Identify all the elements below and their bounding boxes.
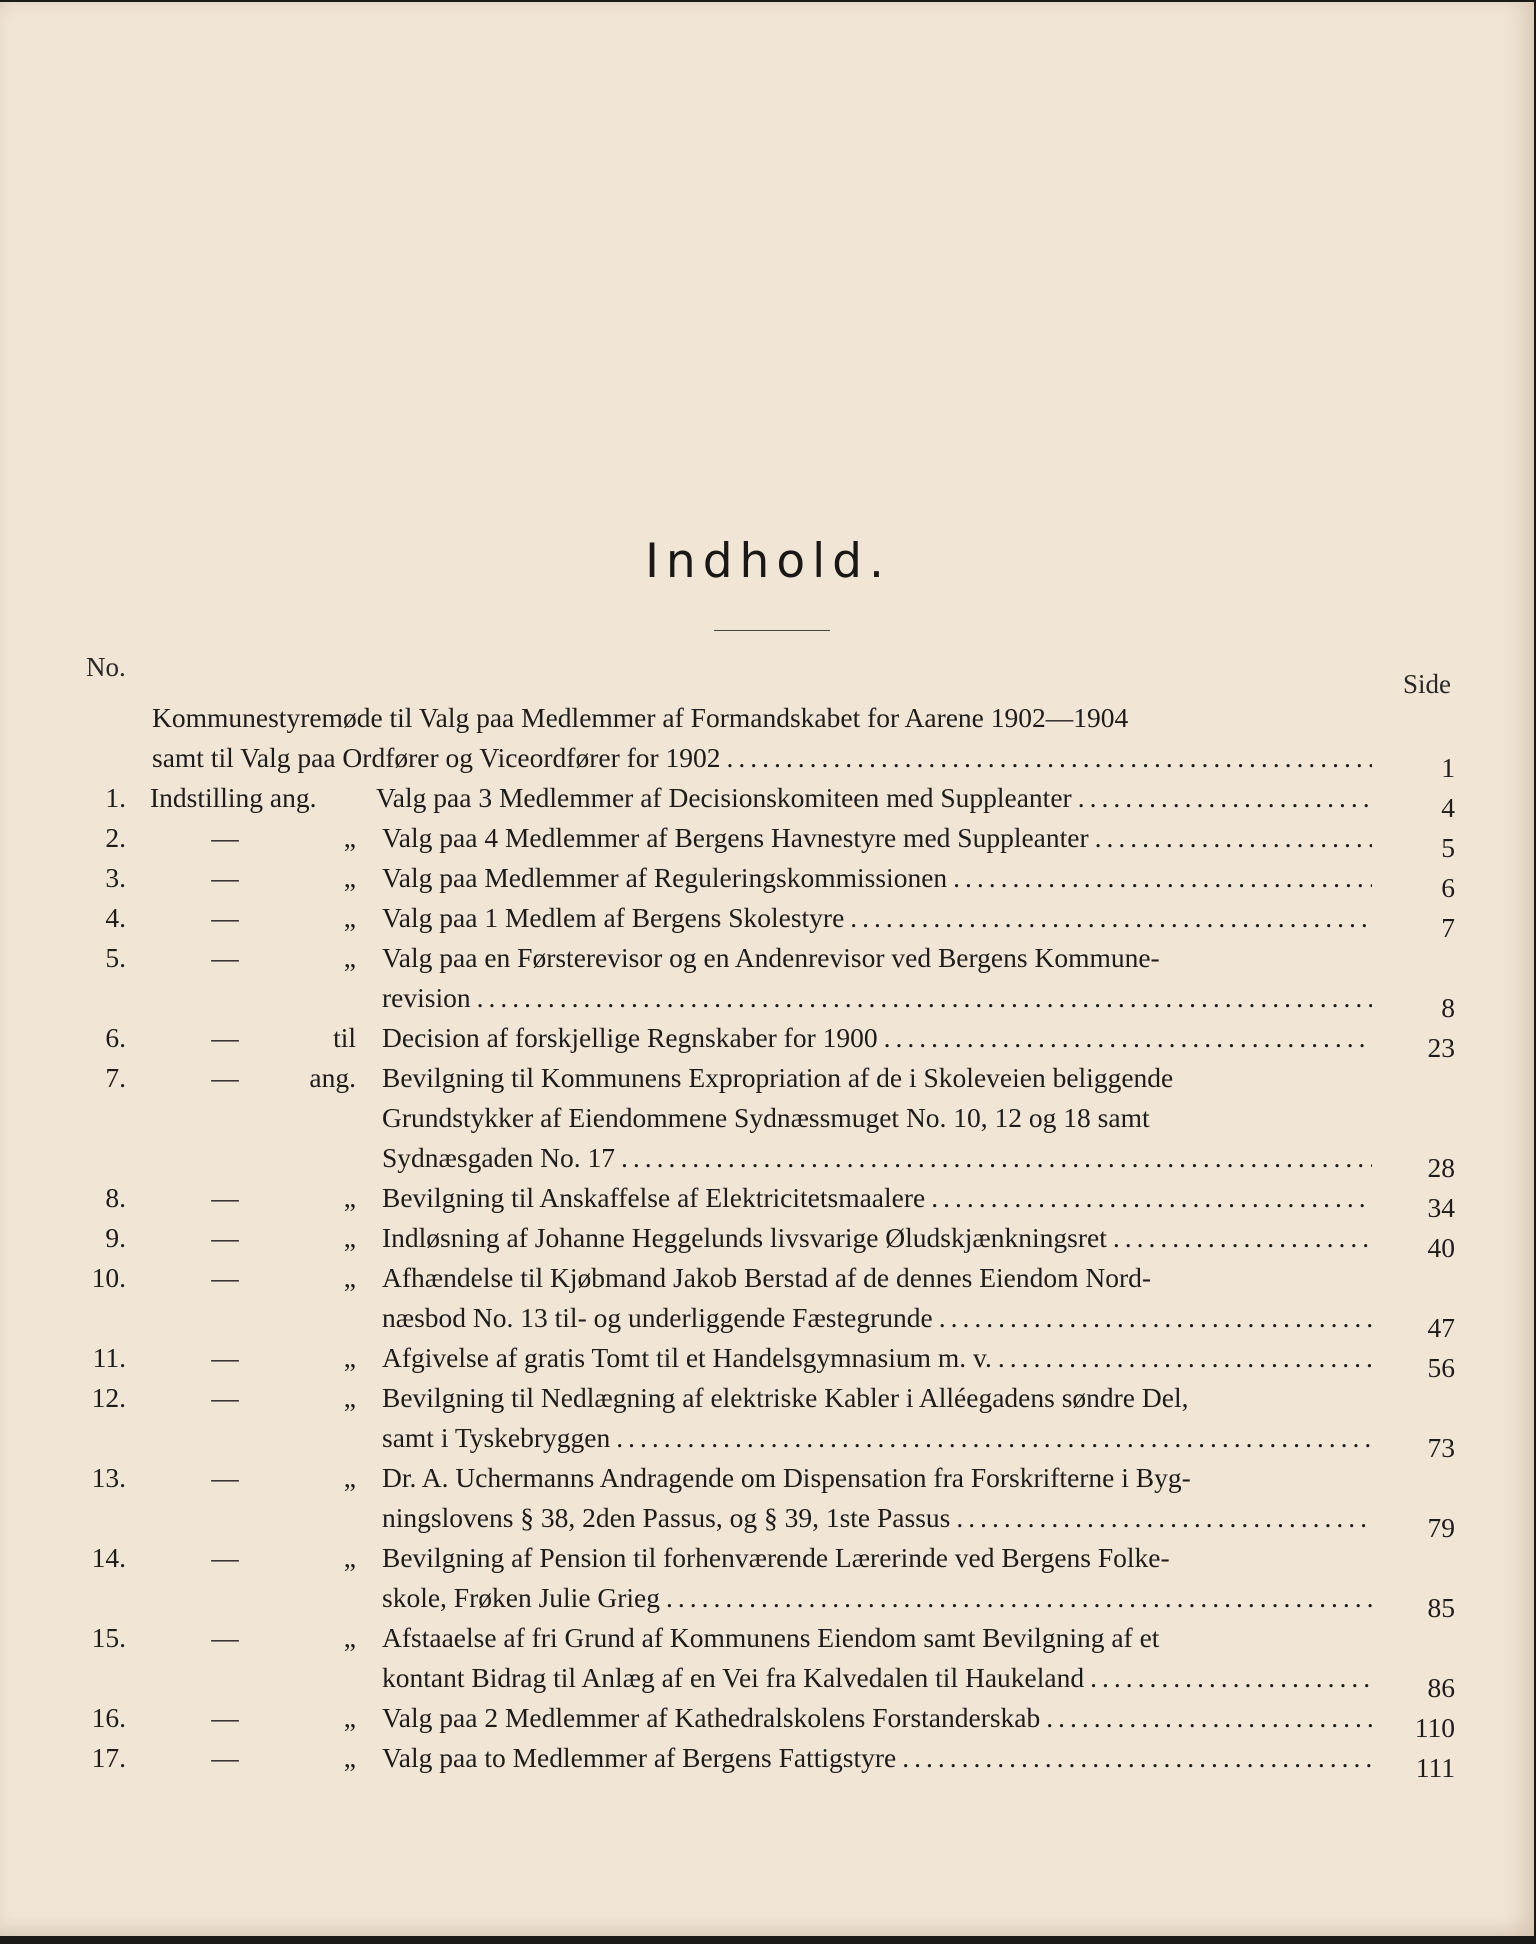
entry-page-number: 110 xyxy=(1414,1712,1455,1743)
dot-leader xyxy=(998,1338,1372,1378)
dot-leader xyxy=(666,1578,1372,1618)
entry-text xyxy=(382,1698,1372,1738)
entry-text-content: Afstaaelse af fri Grund af Kommunens Eiendom samt Bevilgning af et xyxy=(382,1622,1160,1653)
entry-text xyxy=(382,1418,1372,1458)
entry-text xyxy=(382,818,1372,858)
entry-ditto-dash: — xyxy=(211,862,239,893)
entry-text-content: Valg paa en Førsterevisor og en Andenrevisor ved Bergens Kommune- xyxy=(382,942,1160,973)
entry-ditto-dash: — xyxy=(211,1622,239,1653)
entry-text-content: Afgivelse af gratis Tomt til et Handelsgymnasium m. v. xyxy=(382,1342,992,1373)
toc-line xyxy=(0,1098,1536,1138)
entry-ditto-dash: — xyxy=(211,1542,239,1573)
entry-text-content: Dr. A. Uchermanns Andragende om Dispensation fra Forskrifterne i Byg- xyxy=(382,1462,1191,1493)
entry-text xyxy=(382,858,1372,898)
toc-entry xyxy=(0,1338,1536,1383)
entry-ditto-dash: — xyxy=(211,1382,239,1413)
entry-ditto-dash: — xyxy=(211,1022,239,1053)
entry-number: 6. xyxy=(105,1022,126,1053)
entry-keyword: „ xyxy=(343,1542,356,1573)
entry-page-number: 79 xyxy=(1427,1512,1455,1543)
page-sheet xyxy=(0,2,1534,1936)
entry-number: 8. xyxy=(105,1182,126,1213)
entry-keyword: „ xyxy=(343,1462,356,1493)
entry-keyword: „ xyxy=(343,1262,356,1293)
toc-line xyxy=(0,1338,1536,1383)
entry-text-content: Sydnæsgaden No. 17 xyxy=(382,1142,615,1173)
toc-line xyxy=(0,1658,1536,1703)
entry-text-content: Afhændelse til Kjøbmand Jakob Berstad af de dennes Eiendom Nord- xyxy=(382,1262,1152,1293)
entry-text-content: Kommunestyremøde til Valg paa Medlemmer af Formandskabet for Aarene 1902—1904 xyxy=(152,702,1129,733)
entry-text xyxy=(382,1138,1372,1178)
entry-page-number: 23 xyxy=(1427,1032,1455,1063)
toc-line xyxy=(0,1618,1536,1658)
toc-line xyxy=(0,778,1536,823)
dot-leader xyxy=(956,1498,1372,1538)
entry-text xyxy=(382,1338,1372,1378)
entry-keyword: Indstilling ang. xyxy=(150,782,317,813)
entry-text-content: samt i Tyskebryggen xyxy=(382,1422,611,1453)
entry-text xyxy=(382,978,1372,1018)
toc-entry xyxy=(0,1698,1536,1743)
toc-line xyxy=(0,818,1536,863)
entry-text xyxy=(382,1658,1372,1698)
dot-leader xyxy=(1095,818,1372,858)
entry-text xyxy=(382,1218,1372,1258)
toc-line xyxy=(0,1498,1536,1543)
toc-entry xyxy=(0,898,1536,943)
entry-text xyxy=(152,698,1372,738)
toc-line xyxy=(0,1538,1536,1578)
entry-keyword: „ xyxy=(343,1382,356,1413)
entry-keyword: „ xyxy=(343,822,356,853)
column-header-no: No. xyxy=(86,652,126,682)
entry-page-number: 6 xyxy=(1441,872,1455,903)
entry-keyword: „ xyxy=(343,942,356,973)
toc-entry xyxy=(0,1258,1536,1343)
entry-text xyxy=(382,1498,1372,1538)
entry-text xyxy=(382,1458,1372,1498)
entry-ditto-dash: — xyxy=(211,1702,239,1733)
entry-keyword: „ xyxy=(343,1742,356,1773)
entry-number: 2. xyxy=(105,822,126,853)
toc-line xyxy=(0,1058,1536,1098)
entry-text xyxy=(382,1298,1372,1338)
toc-entry xyxy=(0,1018,1536,1063)
entry-text-content: Indløsning af Johanne Heggelunds livsvarige Øludskjænkningsret xyxy=(382,1222,1107,1253)
entry-page-number: 1 xyxy=(1441,752,1455,783)
entry-text-content: revision xyxy=(382,982,471,1013)
toc-line xyxy=(0,1298,1536,1343)
dot-leader xyxy=(621,1138,1372,1178)
entry-number: 5. xyxy=(105,942,126,973)
toc-line xyxy=(0,1578,1536,1623)
entry-number: 15. xyxy=(91,1622,126,1653)
dot-leader xyxy=(939,1298,1372,1338)
entry-ditto-dash: — xyxy=(211,1062,239,1093)
entry-ditto-dash: — xyxy=(211,942,239,973)
toc-entry xyxy=(0,818,1536,863)
entry-text xyxy=(382,1578,1372,1618)
title-rule xyxy=(714,630,830,631)
entry-text xyxy=(382,1258,1372,1298)
toc-line xyxy=(0,1138,1536,1183)
entry-keyword: til xyxy=(333,1022,356,1053)
entry-number: 4. xyxy=(105,902,126,933)
entry-number: 12. xyxy=(91,1382,126,1413)
entry-keyword: „ xyxy=(343,902,356,933)
dot-leader xyxy=(727,738,1372,778)
entry-page-number: 5 xyxy=(1441,832,1455,863)
toc-entry xyxy=(0,778,1536,823)
entry-text-content: Bevilgning til Anskaffelse af Elektricitetsmaalere xyxy=(382,1182,926,1213)
entry-keyword: „ xyxy=(343,1222,356,1253)
entry-keyword: „ xyxy=(343,1622,356,1653)
toc-line xyxy=(0,898,1536,943)
entry-text xyxy=(382,1378,1372,1418)
toc-entry xyxy=(0,1178,1536,1223)
entry-page-number: 8 xyxy=(1441,992,1455,1023)
entry-number: 3. xyxy=(105,862,126,893)
toc-line xyxy=(0,738,1536,783)
dot-leader xyxy=(477,978,1372,1018)
entry-text-content: Valg paa to Medlemmer af Bergens Fattigstyre xyxy=(382,1742,897,1773)
entry-keyword: ang. xyxy=(309,1062,356,1093)
entry-page-number: 7 xyxy=(1441,912,1455,943)
entry-text xyxy=(382,938,1372,978)
column-header-side: Side xyxy=(1403,669,1452,699)
entry-page-number: 40 xyxy=(1427,1232,1455,1263)
entry-ditto-dash: — xyxy=(211,1222,239,1253)
dot-leader xyxy=(1090,1658,1372,1698)
toc-line xyxy=(0,1018,1536,1063)
dot-leader xyxy=(902,1738,1372,1778)
toc-line xyxy=(0,1698,1536,1743)
entry-text-content: Valg paa 4 Medlemmer af Bergens Havnestyre med Suppleanter xyxy=(382,822,1089,853)
toc-line xyxy=(0,978,1536,1023)
entry-number: 13. xyxy=(91,1462,126,1493)
toc-entry xyxy=(0,1058,1536,1183)
toc-entry xyxy=(0,858,1536,903)
entry-text-content: skole, Frøken Julie Grieg xyxy=(382,1582,661,1613)
entry-number: 11. xyxy=(92,1342,126,1373)
dot-leader xyxy=(850,898,1372,938)
entry-ditto-dash: — xyxy=(211,902,239,933)
entry-text xyxy=(382,1738,1372,1778)
entry-text-content: Valg paa Medlemmer af Reguleringskommissionen xyxy=(382,862,948,893)
entry-text-content: Grundstykker af Eiendommene Sydnæssmuget No. 10, 12 og 18 samt xyxy=(382,1102,1150,1133)
dot-leader xyxy=(884,1018,1372,1058)
entry-text-content: næsbod No. 13 til- og underliggende Fæstegrunde xyxy=(382,1302,933,1333)
entry-number: 7. xyxy=(105,1062,126,1093)
toc-line xyxy=(0,858,1536,903)
entry-text-content: Bevilgning af Pension til forhenværende Lærerinde ved Bergens Folke- xyxy=(382,1542,1170,1573)
entry-text-content: ningslovens § 38, 2den Passus, og § 39, 1ste Passus xyxy=(382,1502,951,1533)
entry-number: 17. xyxy=(91,1742,126,1773)
toc-line xyxy=(0,1738,1536,1783)
entry-text-content: Decision af forskjellige Regnskaber for 1900 xyxy=(382,1022,878,1053)
entry-text-content: kontant Bidrag til Anlæg af en Vei fra Kalvedalen til Haukeland xyxy=(382,1662,1085,1693)
entry-keyword: „ xyxy=(343,1342,356,1373)
entry-ditto-dash: — xyxy=(211,1462,239,1493)
toc-line xyxy=(0,1458,1536,1498)
entry-text-content: Valg paa 2 Medlemmer af Kathedralskolens Forstanderskab xyxy=(382,1702,1041,1733)
entry-text-content: Valg paa 1 Medlem af Bergens Skolestyre xyxy=(382,902,845,933)
entry-page-number: 56 xyxy=(1427,1352,1455,1383)
entry-keyword: „ xyxy=(343,1182,356,1213)
entry-number: 10. xyxy=(91,1262,126,1293)
entry-text xyxy=(376,778,1372,818)
entry-page-number: 73 xyxy=(1427,1432,1455,1463)
entry-ditto-dash: — xyxy=(211,1182,239,1213)
entry-text xyxy=(382,898,1372,938)
entry-keyword: „ xyxy=(343,1702,356,1733)
entry-text xyxy=(382,1538,1372,1578)
dot-leader xyxy=(1078,778,1372,818)
toc-entry xyxy=(0,1538,1536,1623)
entry-page-number: 111 xyxy=(1415,1752,1455,1783)
entry-text xyxy=(152,738,1372,778)
toc-line xyxy=(0,698,1536,738)
entry-text-content: Bevilgning til Nedlægning af elektriske Kabler i Alléegadens søndre Del, xyxy=(382,1382,1189,1413)
dot-leader xyxy=(1113,1218,1372,1258)
dot-leader xyxy=(953,858,1372,898)
entry-text-content: samt til Valg paa Ordfører og Viceordfører for 1902 xyxy=(152,742,721,773)
entry-text xyxy=(382,1058,1372,1098)
toc-line xyxy=(0,1178,1536,1223)
entry-page-number: 34 xyxy=(1427,1192,1455,1223)
toc-entry xyxy=(0,1378,1536,1463)
entry-number: 16. xyxy=(91,1702,126,1733)
toc-line xyxy=(0,1258,1536,1298)
toc-line xyxy=(0,1378,1536,1418)
entry-page-number: 85 xyxy=(1427,1592,1455,1623)
entry-ditto-dash: — xyxy=(211,1262,239,1293)
entry-number: 9. xyxy=(105,1222,126,1253)
entry-page-number: 47 xyxy=(1427,1312,1455,1343)
dot-leader xyxy=(616,1418,1372,1458)
toc-entry xyxy=(0,1218,1536,1263)
entry-number: 14. xyxy=(91,1542,126,1573)
toc-line xyxy=(0,1418,1536,1463)
toc-entry xyxy=(0,938,1536,1023)
toc-entry xyxy=(0,1458,1536,1543)
entry-text xyxy=(382,1178,1372,1218)
entry-page-number: 4 xyxy=(1441,792,1455,823)
toc-entry xyxy=(0,1618,1536,1703)
entry-text xyxy=(382,1098,1372,1138)
entry-text xyxy=(382,1018,1372,1058)
entry-page-number: 86 xyxy=(1427,1672,1455,1703)
page-title: Indhold. xyxy=(645,534,891,589)
entry-number: 1. xyxy=(105,782,126,813)
dot-leader xyxy=(1046,1698,1372,1738)
entry-keyword: „ xyxy=(343,862,356,893)
entry-ditto-dash: — xyxy=(211,1342,239,1373)
entry-ditto-dash: — xyxy=(211,822,239,853)
entry-text xyxy=(382,1618,1372,1658)
toc-intro-entry xyxy=(0,698,1536,783)
entry-text-content: Bevilgning til Kommunens Expropriation af de i Skoleveien beliggende xyxy=(382,1062,1174,1093)
toc-line xyxy=(0,938,1536,978)
toc-line xyxy=(0,1218,1536,1263)
dot-leader xyxy=(931,1178,1372,1218)
toc-entry xyxy=(0,1738,1536,1783)
entry-page-number: 28 xyxy=(1427,1152,1455,1183)
entry-ditto-dash: — xyxy=(211,1742,239,1773)
entry-text-content: Valg paa 3 Medlemmer af Decisionskomiteen med Suppleanter xyxy=(376,782,1072,813)
